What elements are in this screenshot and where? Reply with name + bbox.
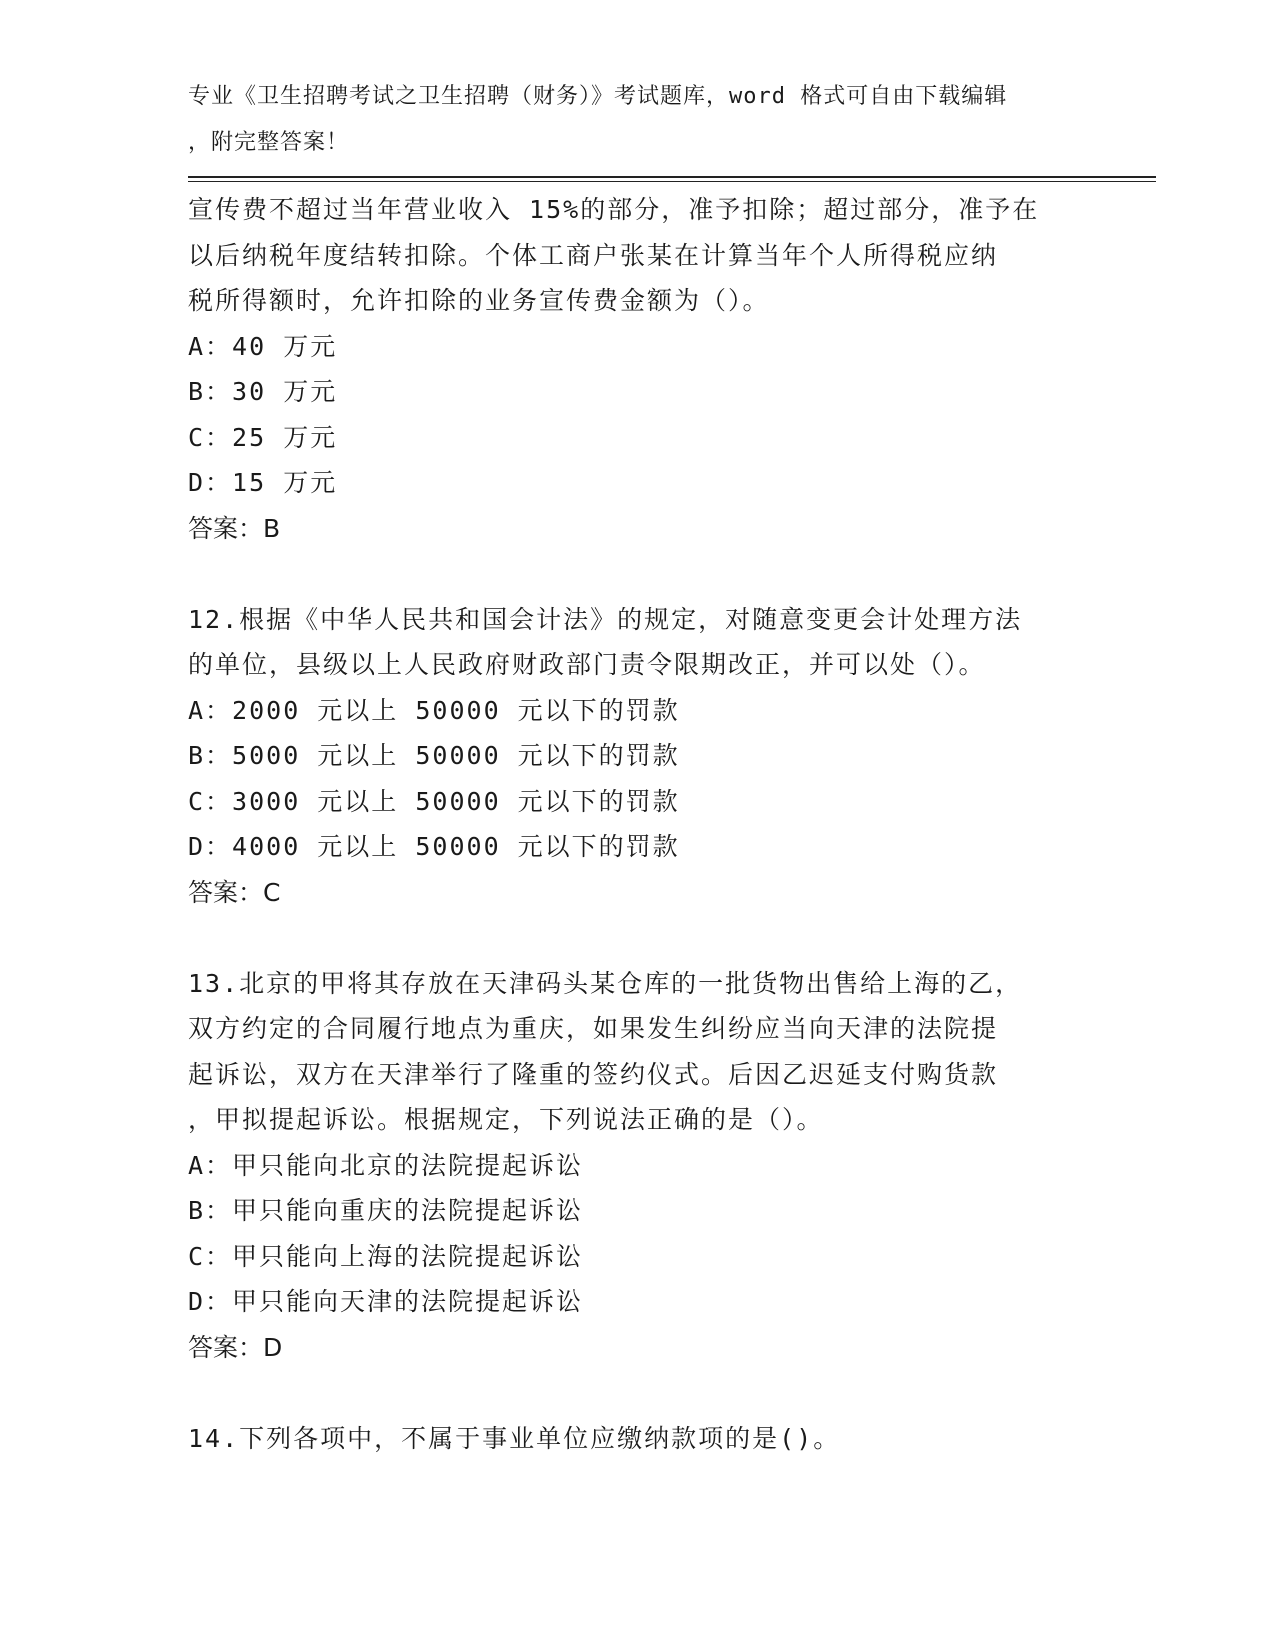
question-text-line: 13.北京的甲将其存放在天津码头某仓库的一批货物出售给上海的乙， <box>188 968 1023 998</box>
question-text-line: 双方约定的合同履行地点为重庆，如果发生纠纷应当向天津的法院提 <box>188 1014 999 1043</box>
option-b: B：甲只能向重庆的法院提起诉讼 <box>188 1196 584 1225</box>
option-d: D：4000 元以上 50000 元以下的罚款 <box>188 832 680 861</box>
question-text-line: 14.下列各项中，不属于事业单位应缴纳款项的是()。 <box>188 1423 841 1453</box>
option-d: D：15 万元 <box>188 468 338 497</box>
question-text-line: 宣传费不超过当年营业收入 15%的部分，准予扣除；超过部分，准予在 <box>188 195 1040 224</box>
question-text-line: 12.根据《中华人民共和国会计法》的规定，对随意变更会计处理方法 <box>188 604 1023 634</box>
question-text-line: 起诉讼，双方在天津举行了隆重的签约仪式。后因乙迟延支付购货款 <box>188 1059 999 1089</box>
option-b: B：5000 元以上 50000 元以下的罚款 <box>188 741 680 770</box>
option-d: D：甲只能向天津的法院提起诉讼 <box>188 1287 584 1316</box>
option-a: A：2000 元以上 50000 元以下的罚款 <box>188 695 680 725</box>
header-line: ，附完整答案！ <box>188 129 350 155</box>
header-divider-thin <box>188 181 1156 182</box>
question-text-line: 税所得额时，允许扣除的业务宣传费金额为（）。 <box>188 286 770 315</box>
spacer <box>188 551 1088 597</box>
spacer <box>188 915 1088 961</box>
option-b: B：30 万元 <box>188 377 338 406</box>
answer-line: 答案：B <box>188 513 281 543</box>
question-item <box>188 961 1088 1371</box>
question-text-line: 的单位，县级以上人民政府财政部门责令限期改正，并可以处（）。 <box>188 650 986 679</box>
option-a: A：40 万元 <box>188 331 338 361</box>
spacer <box>188 1370 1088 1416</box>
answer-line: 答案：C <box>188 877 281 907</box>
question-item <box>188 597 1088 916</box>
option-c: C：25 万元 <box>188 422 338 452</box>
question-list <box>188 187 1088 1461</box>
question-text-line: 以后纳税年度结转扣除。个体工商户张某在计算当年个人所得税应纳 <box>188 240 999 270</box>
question-text-line: ，甲拟提起诉讼。根据规定，下列说法正确的是（）。 <box>188 1105 824 1134</box>
question-item <box>188 187 1088 551</box>
option-a: A：甲只能向北京的法院提起诉讼 <box>188 1150 584 1180</box>
answer-line: 答案：D <box>188 1332 283 1362</box>
option-c: C：3000 元以上 50000 元以下的罚款 <box>188 786 680 816</box>
page-header <box>188 74 1088 165</box>
header-line: 专业《卫生招聘考试之卫生招聘（财务）》考试题库，word 格式可自由下载编辑 <box>188 84 1008 109</box>
option-c: C：甲只能向上海的法院提起诉讼 <box>188 1241 584 1271</box>
question-item <box>188 1416 1088 1462</box>
header-divider <box>188 176 1156 178</box>
